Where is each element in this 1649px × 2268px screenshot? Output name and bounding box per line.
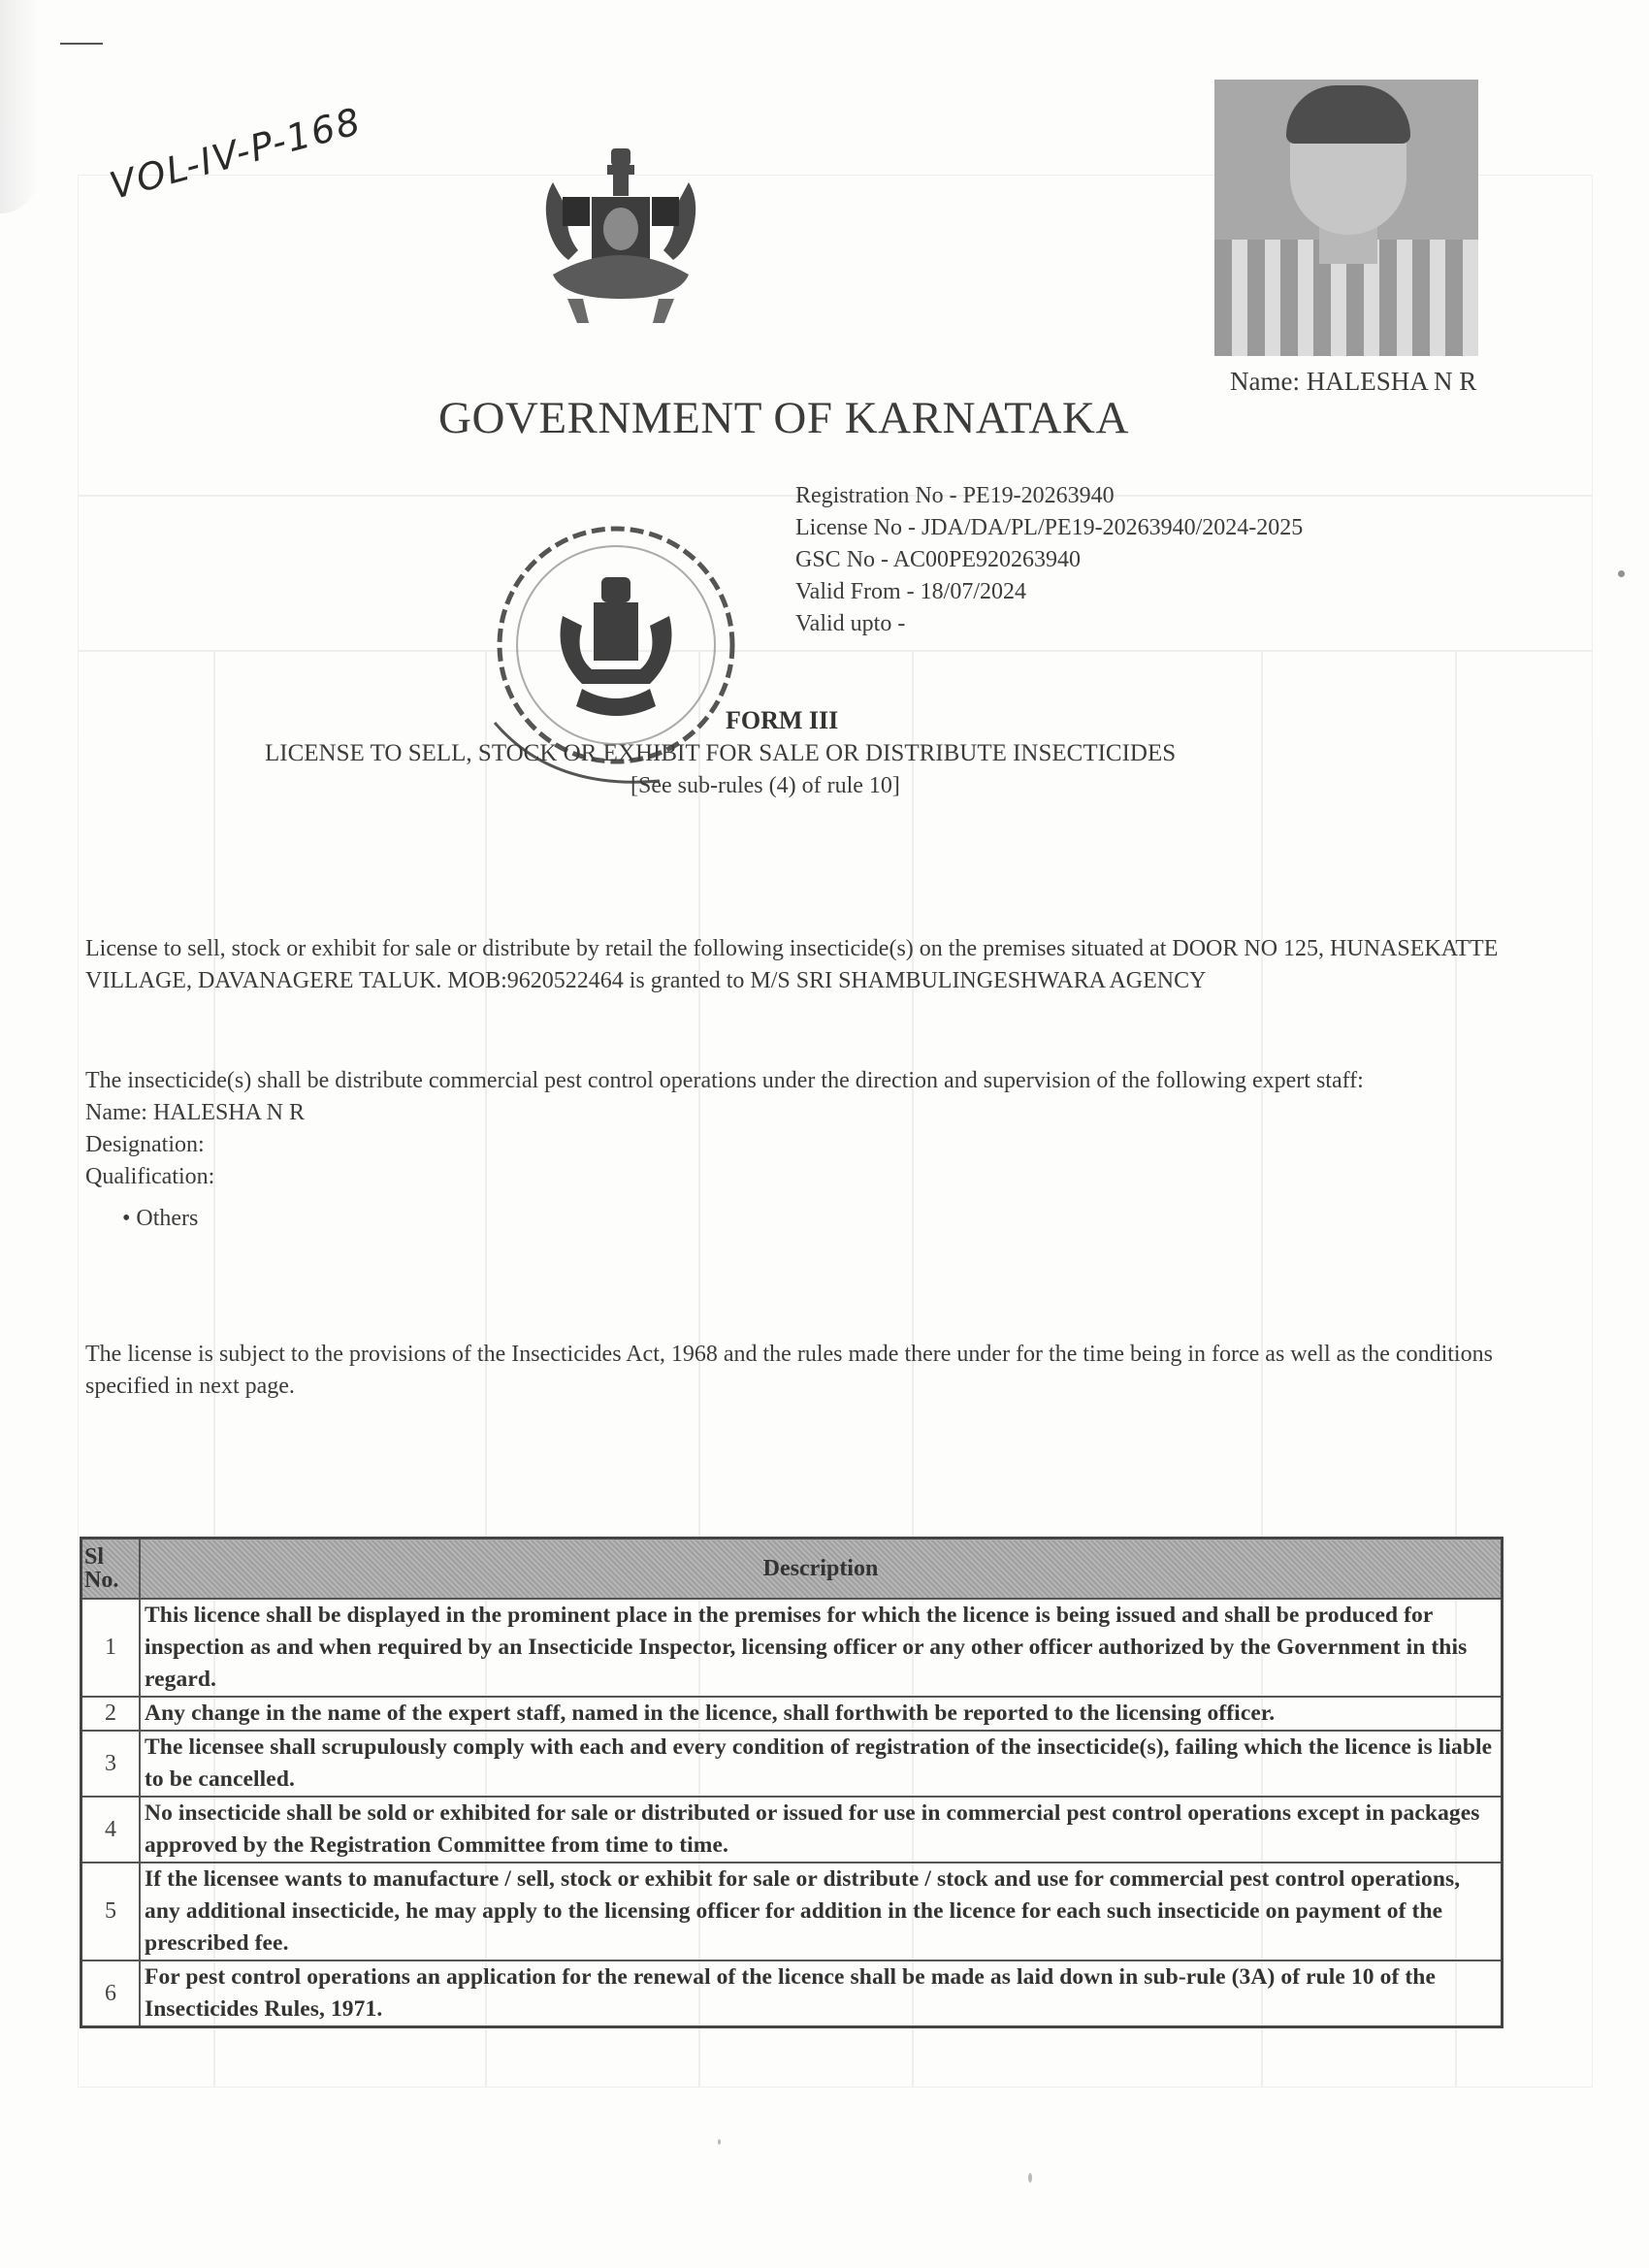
row-sl-number: 2 <box>81 1697 141 1731</box>
column-header-sl-no: Sl No. <box>81 1539 141 1600</box>
supervision-text: The insecticide(s) shall be distribute commercial pest control operations under the direction and supervision of the following expert staff: <box>85 1068 1364 1093</box>
expert-qualification: Qualification: <box>85 1164 215 1189</box>
paper-fold-mark <box>0 0 39 213</box>
table-row <box>81 1960 1503 2027</box>
table-row <box>81 1731 1503 1797</box>
valid-upto: Valid upto - <box>795 611 906 636</box>
row-description: The licensee shall scrupulously comply with each and every condition of registration of the insecticide(s), failing which the licence is liable to be cancelled. <box>140 1731 1503 1797</box>
license-number: License No - JDA/DA/PL/PE19-20263940/2024-2025 <box>795 515 1304 540</box>
column-header-description: Description <box>140 1539 1503 1600</box>
registration-number: Registration No - PE19-20263940 <box>795 483 1115 508</box>
expert-name: Name: HALESHA N R <box>85 1100 305 1125</box>
form-title: FORM III <box>726 706 839 734</box>
license-conditions-table <box>80 1537 1504 2028</box>
table-row <box>81 1863 1503 1960</box>
form-subtitle: LICENSE TO SELL, STOCK OR EXHIBIT FOR SALE OR DISTRIBUTE INSECTICIDES <box>265 740 1177 766</box>
row-sl-number: 5 <box>81 1863 141 1960</box>
karnataka-emblem-icon <box>524 144 718 333</box>
expert-staff-section <box>85 1065 1521 1235</box>
provisions-text: The license is subject to the provisions of the Insecticides Act, 1968 and the rules made there under for the time being in force as well as the conditions specified in next page. <box>85 1342 1493 1399</box>
handwritten-volume-reference: VOL-IV-P-168 <box>105 99 367 208</box>
photo-caption-name: Name: HALESHA N R <box>1230 367 1477 396</box>
qualification-item: • Others <box>122 1206 199 1231</box>
registration-details <box>795 480 1303 640</box>
row-description: Any change in the name of the expert staff, named in the licence, shall forthwith be reported to the licensing officer. <box>140 1697 1503 1731</box>
table-row <box>81 1599 1503 1697</box>
gsc-number: GSC No - AC00PE920263940 <box>795 547 1082 572</box>
expert-designation: Designation: <box>85 1132 205 1157</box>
government-title: GOVERNMENT OF KARNATAKA <box>438 393 1129 443</box>
table-row <box>81 1797 1503 1863</box>
applicant-photo <box>1214 80 1478 356</box>
form-rule-reference: [See sub-rules (4) of rule 10] <box>630 773 900 798</box>
row-description: No insecticide shall be sold or exhibited for sale or distributed or issued for use in commercial pest control operations except in packages approved by the Registration Committee from time to time. <box>140 1797 1503 1863</box>
license-grant-text: License to sell, stock or exhibit for sale or distribute by retail the following insecticide(s) on the premises situated at DOOR NO 125, HUNASEKATTE VILLAGE, DAVANAGERE TALUK. MOB:9620522464 is granted to M/S SRI SHAMBULINGESHWARA AGENCY <box>85 936 1499 993</box>
row-sl-number: 3 <box>81 1731 141 1797</box>
valid-from: Valid From - 18/07/2024 <box>795 579 1026 604</box>
row-description: If the licensee wants to manufacture / sell, stock or exhibit for sale or distribute / stock and use for commercial pest control operations, any additional insecticide, he may apply to the licensing officer for addition in the licence for each such insecticide on payment of the prescribed fee. <box>140 1863 1503 1960</box>
qualification-item-label: Others <box>136 1206 199 1231</box>
row-sl-number: 1 <box>81 1599 141 1697</box>
table-row <box>81 1697 1503 1731</box>
pen-mark <box>60 43 103 45</box>
table-header-row <box>81 1539 1503 1600</box>
row-sl-number: 4 <box>81 1797 141 1863</box>
row-description: For pest control operations an application for the renewal of the licence shall be made as laid down in sub-rule (3A) of rule 10 of the Insecticides Rules, 1971. <box>140 1960 1503 2027</box>
row-description: This licence shall be displayed in the prominent place in the premises for which the licence is being issued and shall be produced for inspection as and when required by an Insecticide Inspector, licensing officer or any other officer authorized by the Government in this regard. <box>140 1599 1503 1697</box>
row-sl-number: 6 <box>81 1960 141 2027</box>
